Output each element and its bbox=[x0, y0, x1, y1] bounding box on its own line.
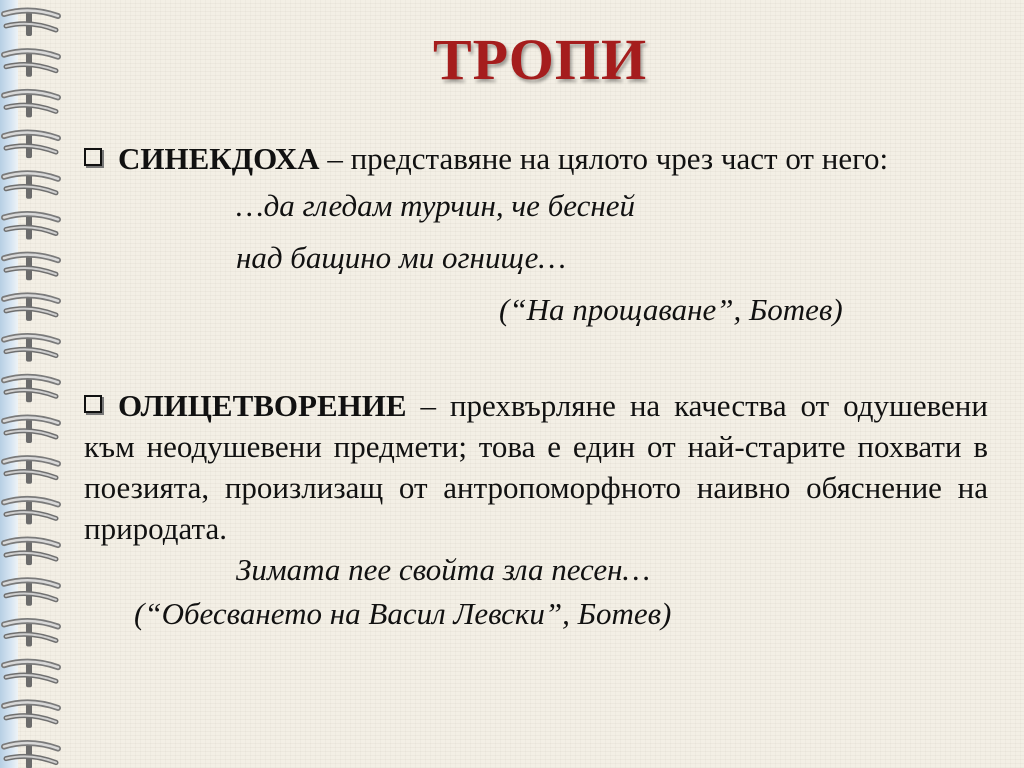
synecdoche-definition-text: – представяне на цялото чрез част от него: bbox=[319, 141, 889, 176]
slide-content bbox=[84, 138, 988, 634]
page-title: ТРОПИ bbox=[432, 27, 648, 92]
verse-source: (“Обесването на Васил Левски”, Ботев) bbox=[134, 596, 672, 631]
spiral-binding-icon bbox=[0, 0, 70, 768]
square-bullet-icon bbox=[84, 148, 102, 166]
verse-line: Зимата пее свойта зла песен… bbox=[236, 552, 651, 587]
verse-source: (“На прощаване”, Ботев) bbox=[499, 292, 843, 327]
term-personification: ОЛИЦЕТВОРЕНИЕ bbox=[118, 388, 407, 423]
verse-line: над бащино ми огнище… bbox=[236, 240, 566, 275]
personification-definition bbox=[84, 385, 988, 549]
verse-line: …да гледам турчин, че бесней bbox=[236, 188, 636, 223]
term-synecdoche: СИНЕКДОХА bbox=[118, 141, 320, 176]
section-spacer bbox=[84, 330, 988, 355]
synecdoche-definition bbox=[84, 138, 988, 179]
square-bullet-icon bbox=[84, 395, 102, 413]
personification-definition-text: – прехвърляне на качества от одушевени към неодушевени предмети; това е един от най-старите похвати в поезията, произлизащ от антропоморфното наивно обяснение на природата. bbox=[84, 388, 988, 546]
